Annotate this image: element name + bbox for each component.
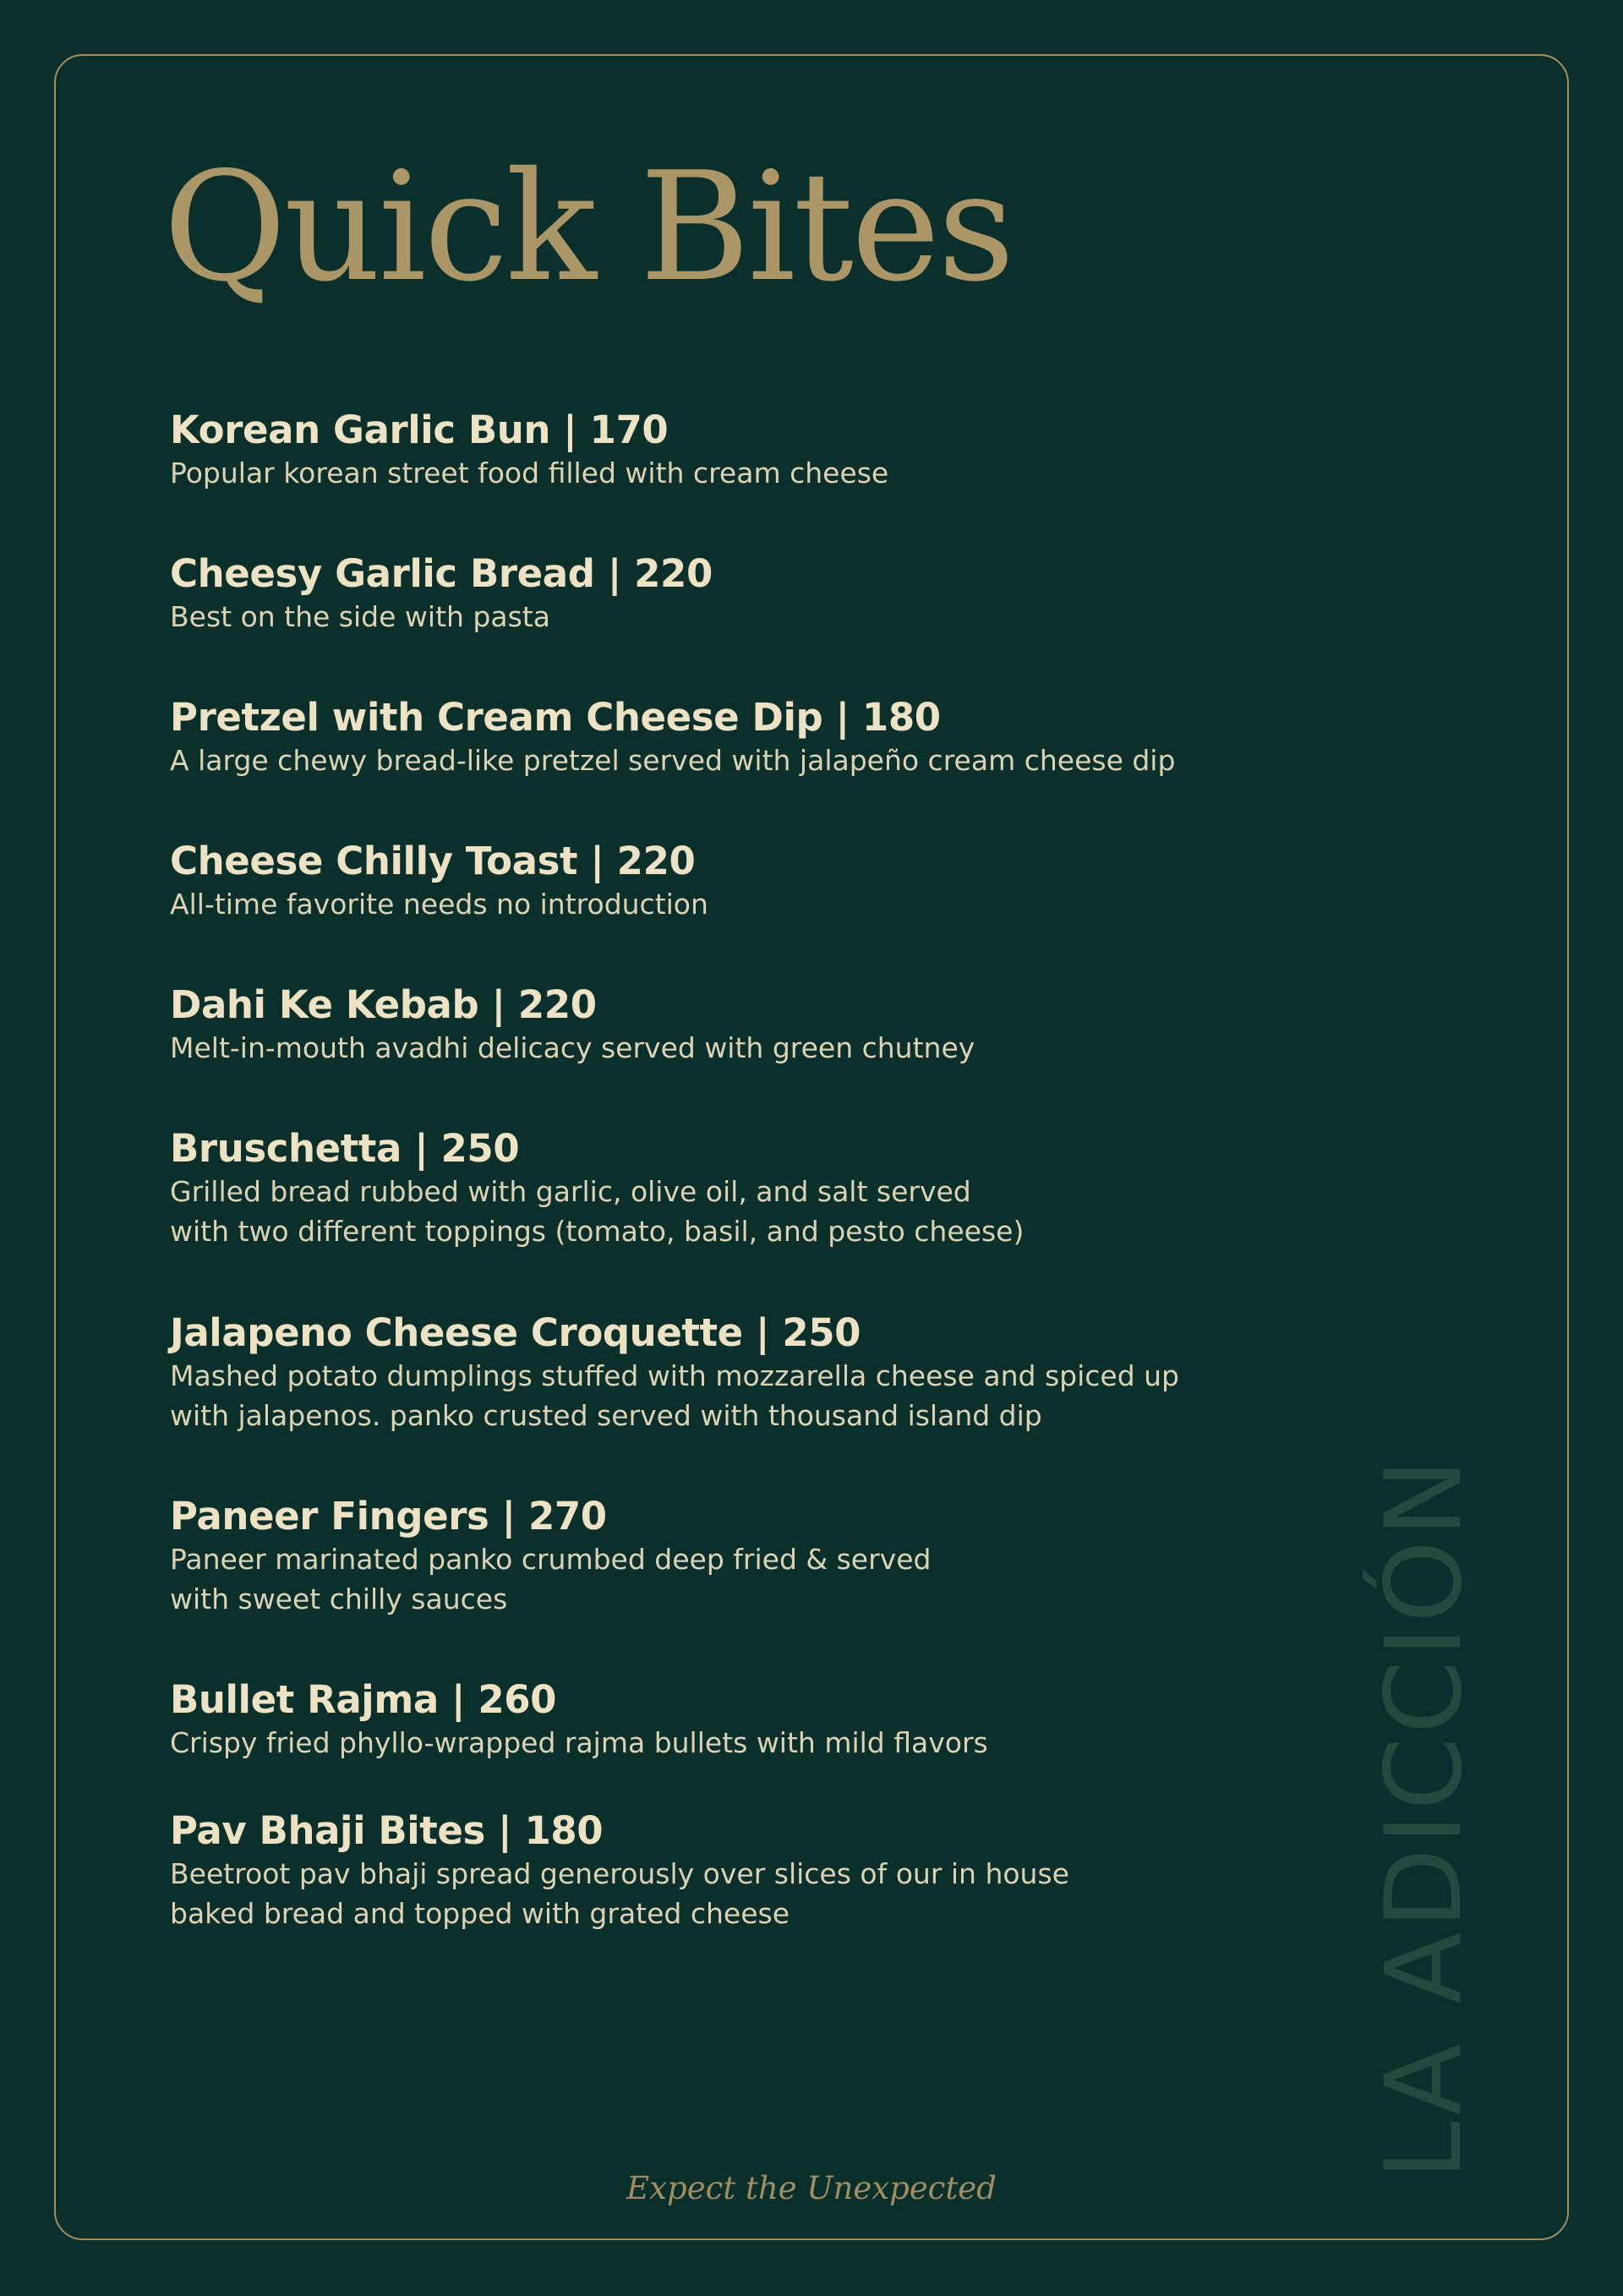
menu-item-description: All-time favorite needs no introduction [170, 888, 708, 921]
menu-item-description: Crispy fried phyllo-wrapped rajma bullets with mild flavors [170, 1726, 988, 1759]
menu-item-pav-bhaji-bites [170, 1808, 1370, 1933]
menu-item-name: Paneer Fingers | 270 [170, 1494, 607, 1539]
menu-item-description: A large chewy bread-like pretzel served with jalapeño cream cheese dip [170, 744, 1176, 777]
tagline: Expect the Unexpected [626, 2170, 997, 2206]
menu-item-description: Best on the side with pasta [170, 600, 550, 633]
menu-item-cheesy-garlic-bread [170, 551, 1370, 637]
menu-item-name: Cheese Chilly Toast | 220 [170, 839, 696, 883]
menu-item-name: Dahi Ke Kebab | 220 [170, 982, 597, 1027]
menu-item-cheese-chilly-toast [170, 839, 1370, 924]
brand-wordmark: LA ADICCIÓN [1363, 1455, 1485, 2180]
menu-item-description: Paneer marinated panko crumbed deep fried & served with sweet chilly sauces [170, 1543, 932, 1615]
menu-item-pretzel-cream-cheese-dip [170, 695, 1370, 780]
menu-item-description: Popular korean street food filled with cream cheese [170, 456, 889, 489]
menu-item-korean-garlic-bun [170, 407, 1370, 493]
menu-item-name: Cheesy Garlic Bread | 220 [170, 551, 713, 596]
menu-item-paneer-fingers [170, 1494, 1370, 1619]
menu-item-bullet-rajma [170, 1677, 1370, 1763]
menu-item-name: Bruschetta | 250 [170, 1126, 520, 1171]
menu-item-name: Pretzel with Cream Cheese Dip | 180 [170, 695, 941, 740]
menu-title: Quick Bites [163, 139, 1013, 314]
menu-item-name: Bullet Rajma | 260 [170, 1677, 557, 1722]
menu-item-name: Korean Garlic Bun | 170 [170, 407, 669, 452]
menu-item-description: Beetroot pav bhaji spread generously over slices of our in house baked bread and topped with grated cheese [170, 1857, 1069, 1930]
menu-item-jalapeno-cheese-croquette [170, 1310, 1370, 1435]
menu-item-name: Pav Bhaji Bites | 180 [170, 1808, 604, 1853]
menu-item-description: Grilled bread rubbed with garlic, olive oil, and salt served with two different toppings (tomato, basil, and pesto cheese) [170, 1175, 1025, 1248]
menu-item-description: Melt-in-mouth avadhi delicacy served with green chutney [170, 1031, 975, 1064]
menu-item-name: Jalapeno Cheese Croquette | 250 [170, 1310, 861, 1355]
menu-item-bruschetta [170, 1126, 1370, 1251]
menu-item-description: Mashed potato dumplings stuffed with mozzarella cheese and spiced up with jalapenos. panko crusted served with thousand island dip [170, 1359, 1179, 1432]
menu-item-dahi-ke-kebab [170, 982, 1370, 1068]
